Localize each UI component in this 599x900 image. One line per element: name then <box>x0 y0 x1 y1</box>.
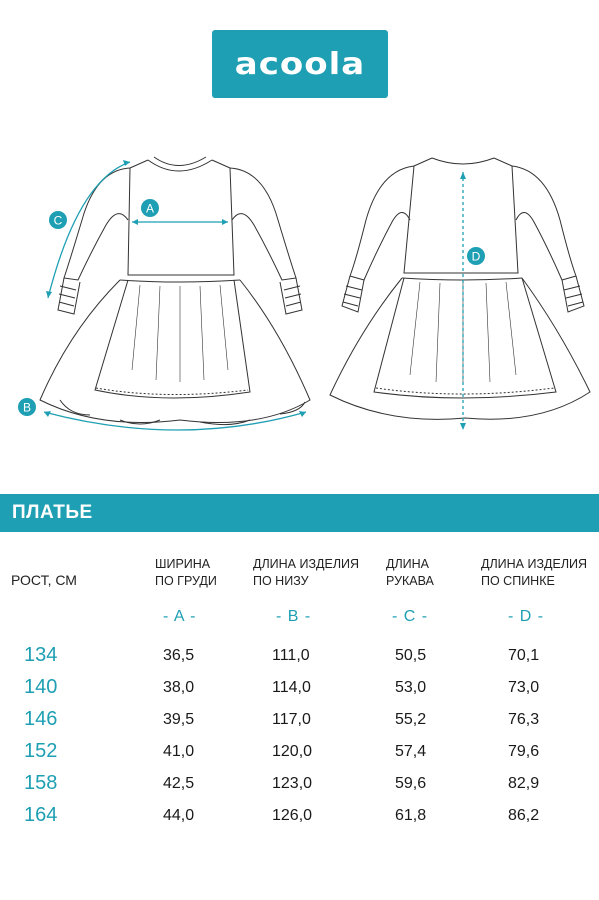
size-cell: 140 <box>24 676 58 698</box>
value-cell: 82,9 <box>508 775 540 792</box>
measure-line-c <box>48 162 130 298</box>
column-header-line: ПО НИЗУ <box>253 574 309 588</box>
value-cell: 126,0 <box>272 807 313 824</box>
row-header: РОСТ, СМ <box>11 572 77 588</box>
column-header-line: ПО СПИНКЕ <box>481 574 555 588</box>
svg-text:A: A <box>145 201 155 216</box>
column-header-line: ПО ГРУДИ <box>155 574 217 588</box>
value-cell: 42,5 <box>163 775 195 792</box>
front-view <box>40 157 310 425</box>
value-cell: 86,2 <box>508 807 540 824</box>
value-cell: 50,5 <box>395 647 427 664</box>
svg-text:D: D <box>471 249 481 264</box>
value-cell: 114,0 <box>272 679 311 696</box>
value-cell: 111,0 <box>272 647 310 664</box>
value-cell: 120,0 <box>272 743 313 760</box>
column-header-line: ДЛИНА ИЗДЕЛИЯ <box>253 557 360 571</box>
marker-c <box>49 211 67 229</box>
value-cell: 44,0 <box>163 807 195 824</box>
size-cell: 152 <box>24 740 58 762</box>
column-header-chest-width <box>155 556 217 590</box>
value-cell: 39,5 <box>163 711 195 728</box>
value-cell: 61,8 <box>395 807 427 824</box>
value-cell: 123,0 <box>272 775 313 792</box>
section-header-band <box>0 494 599 532</box>
column-header-line: ДЛИНА <box>386 557 430 571</box>
column-letter-d: - D - <box>508 608 545 625</box>
column-header-back-length <box>481 556 587 590</box>
value-cell: 57,4 <box>395 743 427 760</box>
back-view <box>330 158 590 419</box>
value-cell: 70,1 <box>508 647 540 664</box>
value-cell: 76,3 <box>508 711 540 728</box>
column-header-line: РУКАВА <box>386 574 434 588</box>
column-header-hem-length <box>253 556 359 590</box>
value-cell: 41,0 <box>163 743 195 760</box>
column-header-line: ШИРИНА <box>155 557 211 571</box>
value-cell: 117,0 <box>272 711 311 728</box>
marker-b <box>18 398 36 416</box>
value-cell: 38,0 <box>163 679 195 696</box>
value-cell: 59,6 <box>395 775 427 792</box>
column-header-sleeve-length <box>386 556 434 590</box>
size-cell: 146 <box>24 708 58 730</box>
section-title: ПЛАТЬЕ <box>12 502 93 523</box>
value-cell: 36,5 <box>163 647 195 664</box>
value-cell: 55,2 <box>395 711 427 728</box>
column-letter-b: - B - <box>276 608 312 625</box>
value-cell: 79,6 <box>508 743 540 760</box>
value-cell: 53,0 <box>395 679 427 696</box>
dress-technical-drawing <box>0 130 599 440</box>
value-cell: 73,0 <box>508 679 540 696</box>
brand-logo-text: acoola <box>234 46 366 82</box>
column-letter-a: - A - <box>163 608 197 625</box>
size-cell: 158 <box>24 772 58 794</box>
marker-a <box>141 199 159 217</box>
svg-text:B: B <box>22 400 32 415</box>
size-cell: 164 <box>24 804 58 826</box>
marker-d <box>467 247 485 265</box>
brand-logo <box>212 30 388 98</box>
svg-text:C: C <box>53 213 63 228</box>
column-letter-c: - C - <box>392 608 429 625</box>
size-cell: 134 <box>24 644 58 666</box>
column-header-line: ДЛИНА ИЗДЕЛИЯ <box>481 557 588 571</box>
